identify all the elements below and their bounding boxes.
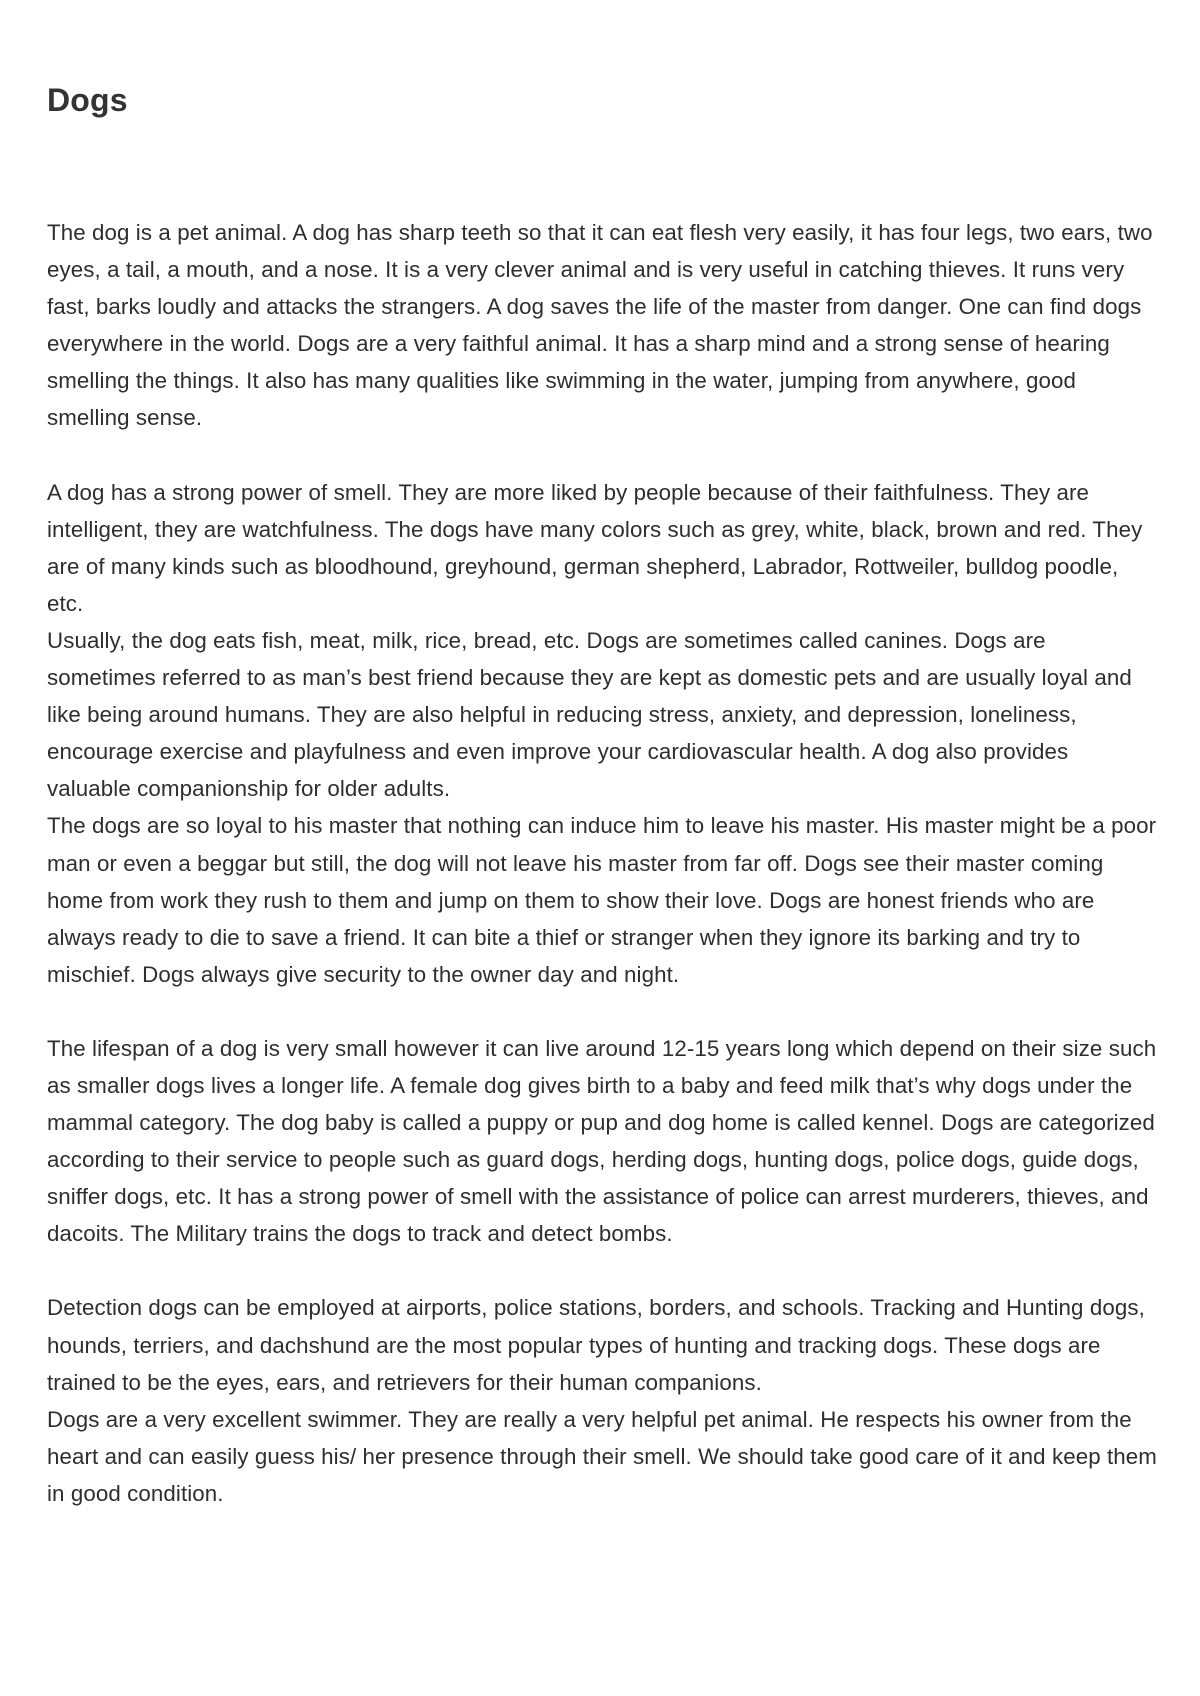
page-title: Dogs [47, 82, 128, 118]
paragraph-6: Detection dogs can be employed at airports, police stations, borders, and schools. Tracking and Hunting dogs, hounds, terriers, and dachshund are the most popular types of hunting and tracking dogs. These dogs are trained to be the eyes, ears, and retrievers for their human companions. [47, 1295, 1145, 1395]
paragraph-3: Usually, the dog eats fish, meat, milk, rice, bread, etc. Dogs are sometimes called canines. Dogs are sometimes referred to as man’s best friend because they are kept as domestic pets and are usually loyal and like being around humans. They are also helpful in reducing stress, anxiety, and depression, loneliness, encourage exercise and playfulness and even improve your cardiovascular health. A dog also provides valuable companionship for older adults. [47, 627, 1132, 802]
paragraph-4: The dogs are so loyal to his master that nothing can induce him to leave his master. His master might be a poor man or even a beggar but still, the dog will not leave his master from far off. Dogs see their master coming home from work they rush to them and jump on them to show their love. Dogs are honest friends who are always ready to die to save a friend. It can bite a thief or stranger when they ignore its barking and try to mischief. Dogs always give security to the owner day and night. [47, 813, 1157, 987]
paragraph-2: A dog has a strong power of smell. They are more liked by people because of their faithfulness. They are intelligent, they are watchfulness. The dogs have many colors such as grey, white, black, brown and red. They are of many kinds such as bloodhound, greyhound, german shepherd, Labrador, Rottweiler, bulldog poodle, etc. [47, 479, 1143, 616]
document-body [47, 214, 1157, 1512]
paragraph-1: The dog is a pet animal. A dog has sharp teeth so that it can eat flesh very easily, it has four legs, two ears, two eyes, a tail, a mouth, and a nose. It is a very clever animal and is very useful in catching thieves. It runs very fast, barks loudly and attacks the strangers. A dog saves the life of the master from danger. One can find dogs everywhere in the world. Dogs are a very faithful animal. It has a sharp mind and a strong sense of hearing smelling the things. It also has many qualities like swimming in the water, jumping from anywhere, good smelling sense. [47, 220, 1153, 431]
paragraph-5: The lifespan of a dog is very small however it can live around 12-15 years long which depend on their size such as smaller dogs lives a longer life. A female dog gives birth to a baby and feed milk that’s why dogs under the mammal category. The dog baby is called a puppy or pup and dog home is called kennel. Dogs are categorized according to their service to people such as guard dogs, herding dogs, hunting dogs, police dogs, guide dogs, sniffer dogs, etc. It has a strong power of smell with the assistance of police can arrest murderers, thieves, and dacoits. The Military trains the dogs to track and detect bombs. [47, 1035, 1157, 1247]
paragraph-7: Dogs are a very excellent swimmer. They are really a very helpful pet animal. He respects his owner from the heart and can easily guess his/ her presence through their smell. We should take good care of it and keep them in good condition. [47, 1406, 1157, 1506]
